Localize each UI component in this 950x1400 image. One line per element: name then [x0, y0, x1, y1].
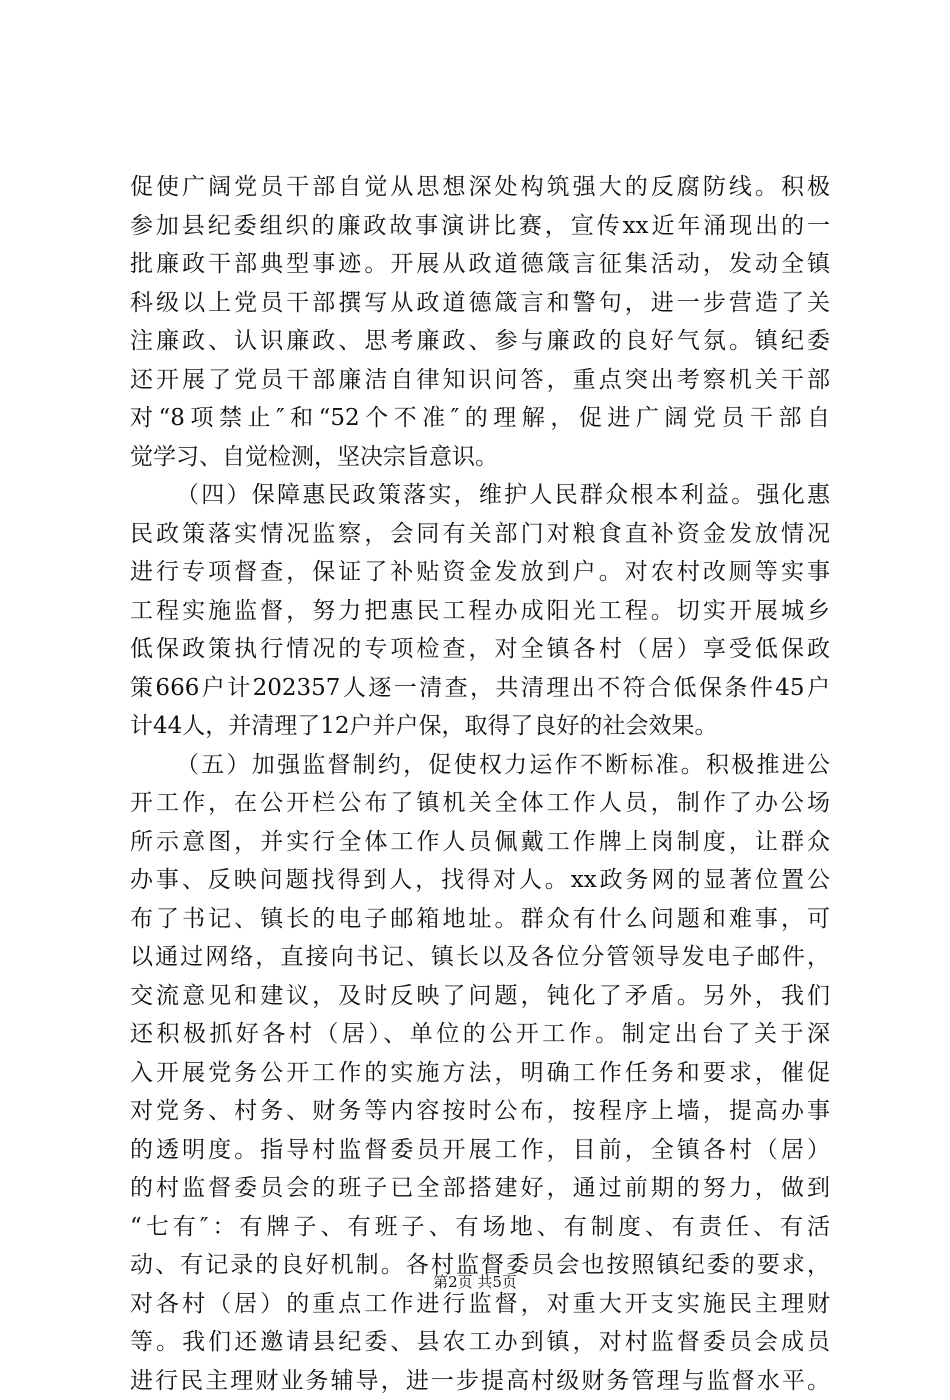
text-line: 布了书记、镇长的电子邮箱地址。群众有什么问题和难事，可: [130, 900, 830, 939]
text-line: 等。我们还邀请县纪委、县农工办到镇，对村监督委员会成员: [130, 1323, 830, 1362]
paragraph-start-line: （四）保障惠民政策落实，维护人民群众根本利益。强化惠: [130, 476, 830, 515]
text-line: 开工作，在公开栏公布了镇机关全体工作人员，制作了办公场: [130, 784, 830, 823]
text-line: 参加县纪委组织的廉政故事演讲比赛，宣传xx近年涌现出的一: [130, 207, 830, 246]
text-line: 入开展党务公开工作的实施方法，明确工作任务和要求，催促: [130, 1054, 830, 1093]
body-text: [130, 168, 830, 1400]
page-number: 第2页 共5页: [433, 1273, 517, 1291]
text-line: 交流意见和建议，及时反映了问题，钝化了矛盾。另外，我们: [130, 977, 830, 1016]
text-line: 的透明度。指导村监督委员开展工作，目前，全镇各村（居）: [130, 1131, 830, 1170]
text-line: 还开展了党员干部廉洁自律知识问答，重点突出考察机关干部: [130, 361, 830, 400]
text-line: 还积极抓好各村（居）、单位的公开工作。制定出台了关于深: [130, 1015, 830, 1054]
text-line: 对“8项禁止″和“52个不准″的理解，促进广阔党员干部自: [130, 399, 830, 438]
page-footer: [0, 1272, 950, 1292]
text-line: 民政策落实情况监察，会同有关部门对粮食直补资金发放情况: [130, 515, 830, 554]
text-line: 注廉政、认识廉政、思考廉政、参与廉政的良好气氛。镇纪委: [130, 322, 830, 361]
text-line: 对各村（居）的重点工作进行监督，对重大开支实施民主理财: [130, 1285, 830, 1324]
text-line: 觉学习、自觉检测，坚决宗旨意识。: [130, 438, 830, 477]
text-line: 进行民主理财业务辅导，进一步提高村级财务管理与监督水平。: [130, 1362, 830, 1400]
text-line: 低保政策执行情况的专项检查，对全镇各村（居）享受低保政: [130, 630, 830, 669]
text-line: 的村监督委员会的班子已全部搭建好，通过前期的努力，做到: [130, 1169, 830, 1208]
text-line: 批廉政干部典型事迹。开展从政道德箴言征集活动，发动全镇: [130, 245, 830, 284]
text-line: 所示意图，并实行全体工作人员佩戴工作牌上岗制度，让群众: [130, 823, 830, 862]
text-line: 计44人，并清理了12户并户保，取得了良好的社会效果。: [130, 707, 830, 746]
text-line: 科级以上党员干部撰写从政道德箴言和警句，进一步营造了关: [130, 284, 830, 323]
text-line: 动、有记录的良好机制。各村监督委员会也按照镇纪委的要求，: [130, 1246, 830, 1285]
text-line: 策666户计202357人逐一清查，共清理出不符合低保条件45户: [130, 669, 830, 708]
text-line: 对党务、村务、财务等内容按时公布，按程序上墙，提高办事: [130, 1092, 830, 1131]
text-line: 进行专项督查，保证了补贴资金发放到户。对农村改厕等实事: [130, 553, 830, 592]
text-line: 以通过网络，直接向书记、镇长以及各位分管领导发电子邮件，: [130, 938, 830, 977]
text-line: “七有″：有牌子、有班子、有场地、有制度、有责任、有活: [130, 1208, 830, 1247]
paragraph-start-line: （五）加强监督制约，促使权力运作不断标准。积极推进公: [130, 746, 830, 785]
text-line: 办事、反映问题找得到人，找得对人。xx政务网的显著位置公: [130, 861, 830, 900]
text-line: 促使广阔党员干部自觉从思想深处构筑强大的反腐防线。积极: [130, 168, 830, 207]
text-line: 工程实施监督，努力把惠民工程办成阳光工程。切实开展城乡: [130, 592, 830, 631]
